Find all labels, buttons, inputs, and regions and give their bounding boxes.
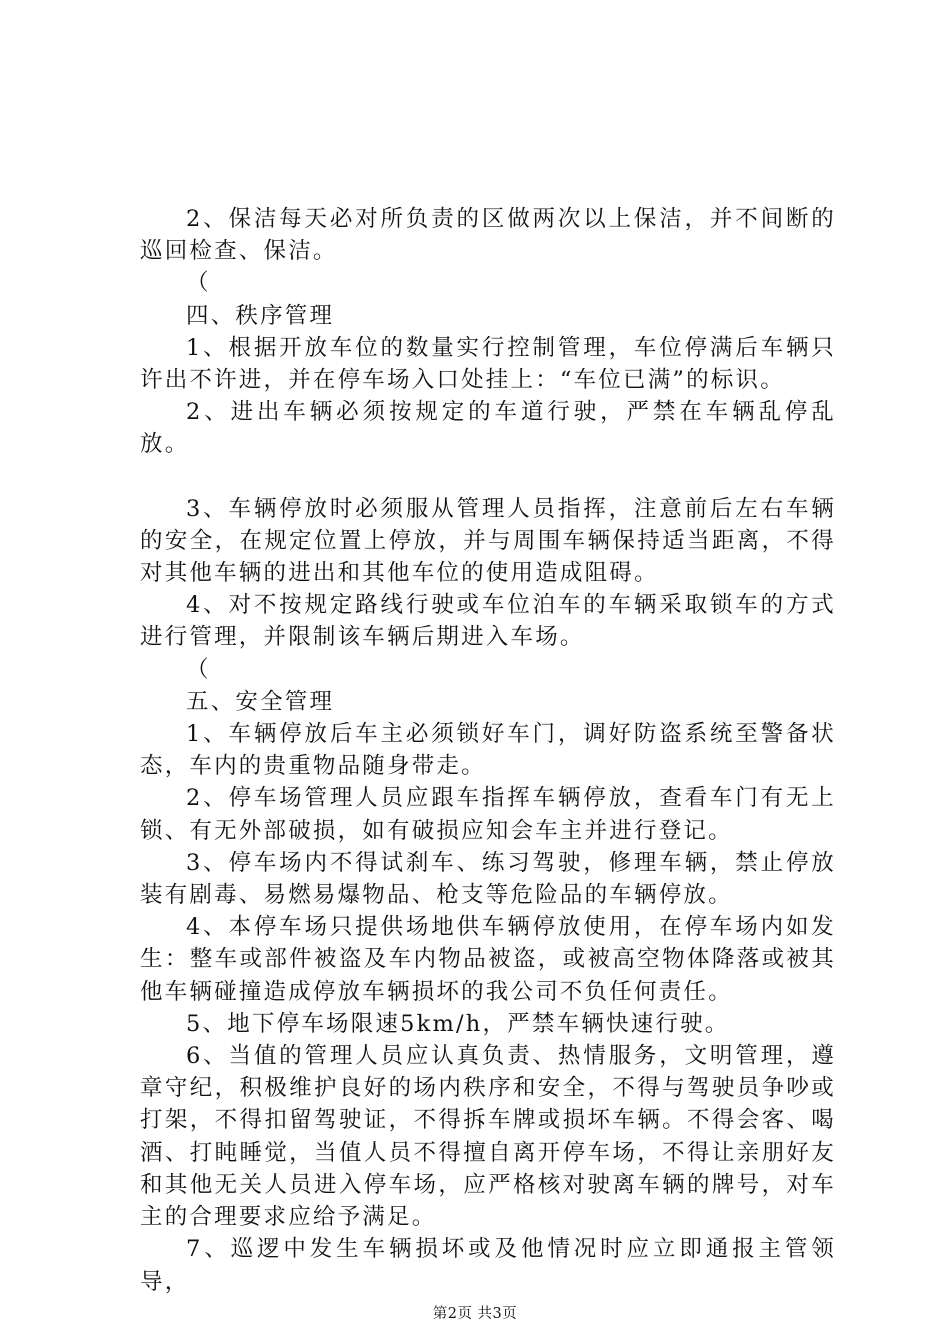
document-body [140,203,836,1298]
section-heading-safety-management: 五、安全管理 [186,688,335,715]
paragraph-cleaning-2: 2、保洁每天必对所负责的区做两次以上保洁，并不间断的巡回检查、保洁。 [140,206,836,265]
paragraph-bracket-2: （ [186,656,211,683]
section-heading-order-management: 四、秩序管理 [186,302,335,329]
paragraph-safety-4: 4、本停车场只提供场地供车辆停放使用，在停车场内如发生：整车或部件被盗及车内物品被盗，或被高空物体降落或被其他车辆碰撞造成停放车辆损坏的我公司不负任何责任。 [140,914,836,1005]
paragraph-safety-3: 3、停车场内不得试刹车、练习驾驶，修理车辆，禁止停放装有剧毒、易燃易爆物品、枪支等危险品的车辆停放。 [140,849,836,909]
paragraph-safety-7: 7、巡逻中发生车辆损坏或及他情况时应立即通报主管领导， [140,1236,836,1295]
paragraph-safety-2: 2、停车场管理人员应跟车指挥车辆停放，查看车门有无上锁、有无外部破损，如有破损应知会车主并进行登记。 [140,785,836,844]
paragraph-safety-5: 5、地下停车场限速5km/h，严禁车辆快速行驶。 [186,1010,730,1037]
paragraph-spacer [140,461,836,493]
paragraph-bracket-1: （ [186,270,211,297]
paragraph-safety-1: 1、车辆停放后车主必须锁好车门，调好防盗系统至警备状态，车内的贵重物品随身带走。 [140,721,836,780]
paragraph-safety-6: 6、当值的管理人员应认真负责、热情服务，文明管理，遵章守纪，积极维护良好的场内秩序和安全，不得与驾驶员争吵或打架，不得扣留驾驶证，不得拆车牌或损坏车辆。不得会客、喝酒、打盹睡觉，当值人员不得擅自离开停车场，不得让亲朋好友和其他无关人员进入停车场，应严格核对驶离车辆的牌号，对车主的合理要求应给予满足。 [140,1043,836,1231]
page-footer: 第2页 共3页 [432,1306,518,1322]
paragraph-order-4: 4、对不按规定路线行驶或车位泊车的车辆采取锁车的方式进行管理，并限制该车辆后期进入车场。 [140,592,836,651]
paragraph-order-3: 3、车辆停放时必须服从管理人员指挥，注意前后左右车辆的安全，在规定位置上停放，并与周围车辆保持适当距离，不得对其他车辆的进出和其他车位的使用造成阻碍。 [140,495,836,587]
paragraph-order-1: 1、根据开放车位的数量实行控制管理，车位停满后车辆只许出不许进，并在停车场入口处挂上：“车位已满”的标识。 [140,334,836,394]
paragraph-order-2: 2、进出车辆必须按规定的车道行驶，严禁在车辆乱停乱放。 [140,399,836,458]
